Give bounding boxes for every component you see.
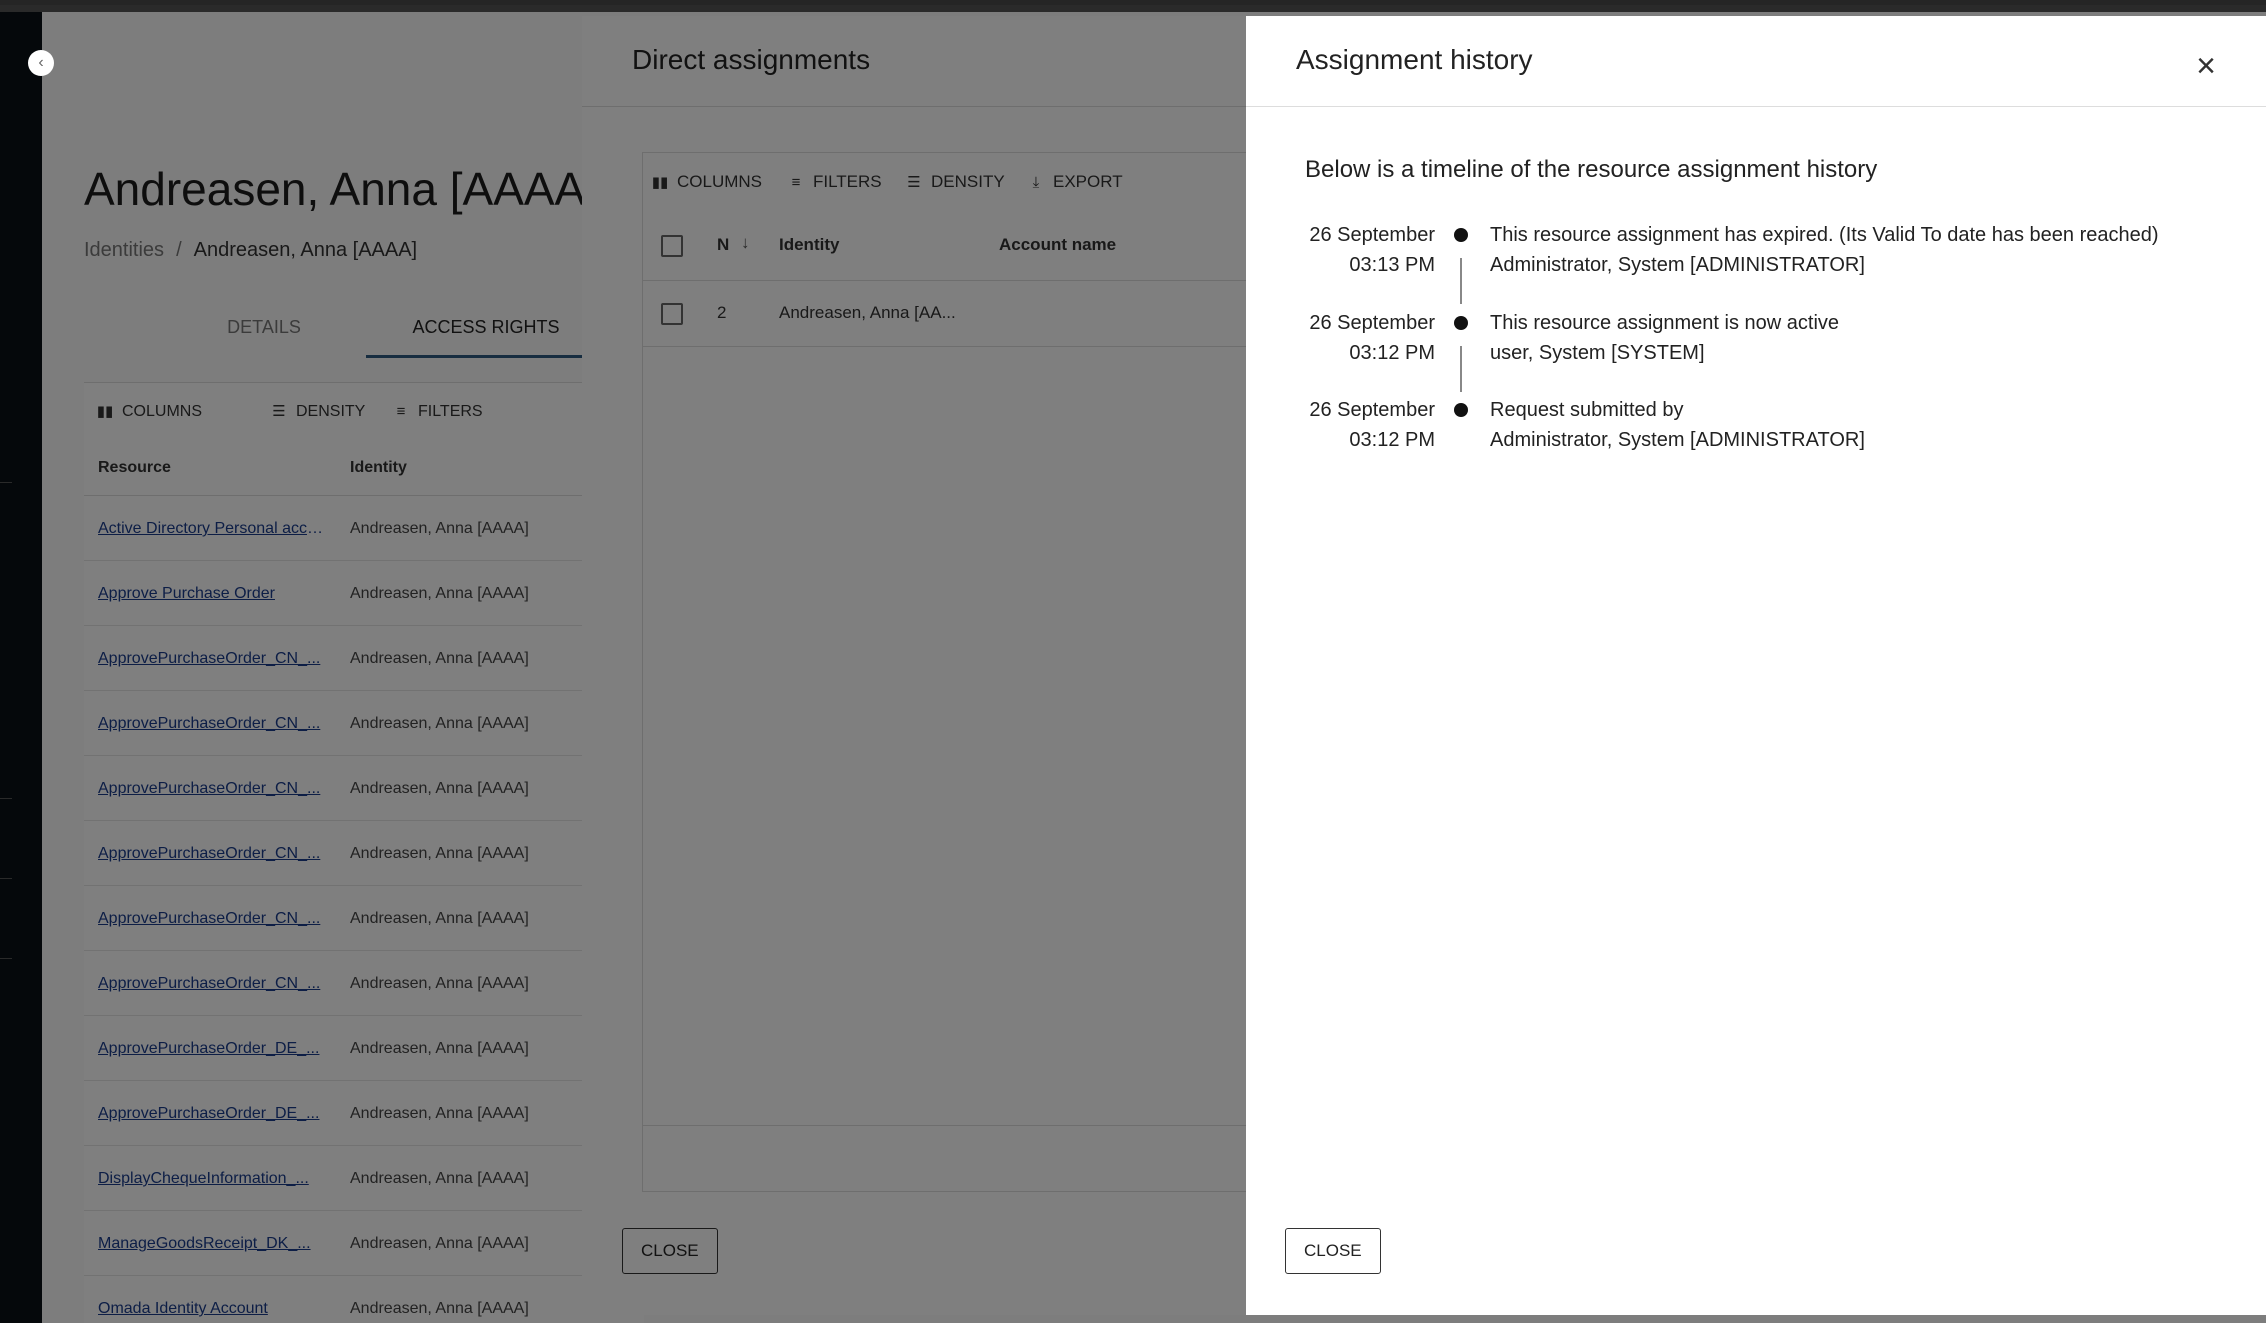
timeline-item [1246,308,2266,396]
timeline-item [1246,395,2266,483]
close-button[interactable]: CLOSE [1285,1228,1381,1274]
timeline-connector [1460,258,1462,304]
timeline-item [1246,220,2266,308]
assignment-history-dialog [1246,16,2266,1315]
timeline-time: 03:12 PM [1349,429,1435,451]
timeline-dot [1454,228,1468,242]
dialog-shade [582,16,1246,1315]
timeline-connector [1460,346,1462,392]
timeline-date: 26 September [1309,312,1435,334]
timeline-event: This resource assignment has expired. (Its Valid To date has been reached) [1490,224,2159,246]
timeline-date: 26 September [1309,224,1435,246]
timeline-dot [1454,316,1468,330]
close-icon[interactable]: × [2196,47,2216,85]
timeline-time: 03:12 PM [1349,342,1435,364]
timeline-event: This resource assignment is now active [1490,312,1840,334]
timeline-date: 26 September [1309,399,1435,421]
timeline-intro: Below is a timeline of the resource assignment history [1305,156,1878,183]
timeline-actor: Administrator, System [ADMINISTRATOR] [1490,429,1865,451]
timeline-event: Request submitted by [1490,399,1684,421]
timeline-dot [1454,403,1468,417]
timeline-time: 03:13 PM [1349,254,1435,276]
divider [1246,106,2266,107]
dialog-title: Assignment history [1296,44,1533,75]
timeline-actor: user, System [SYSTEM] [1490,342,1705,364]
timeline-actor: Administrator, System [ADMINISTRATOR] [1490,254,1865,276]
chevron-left-icon[interactable]: ‹ [28,50,54,76]
